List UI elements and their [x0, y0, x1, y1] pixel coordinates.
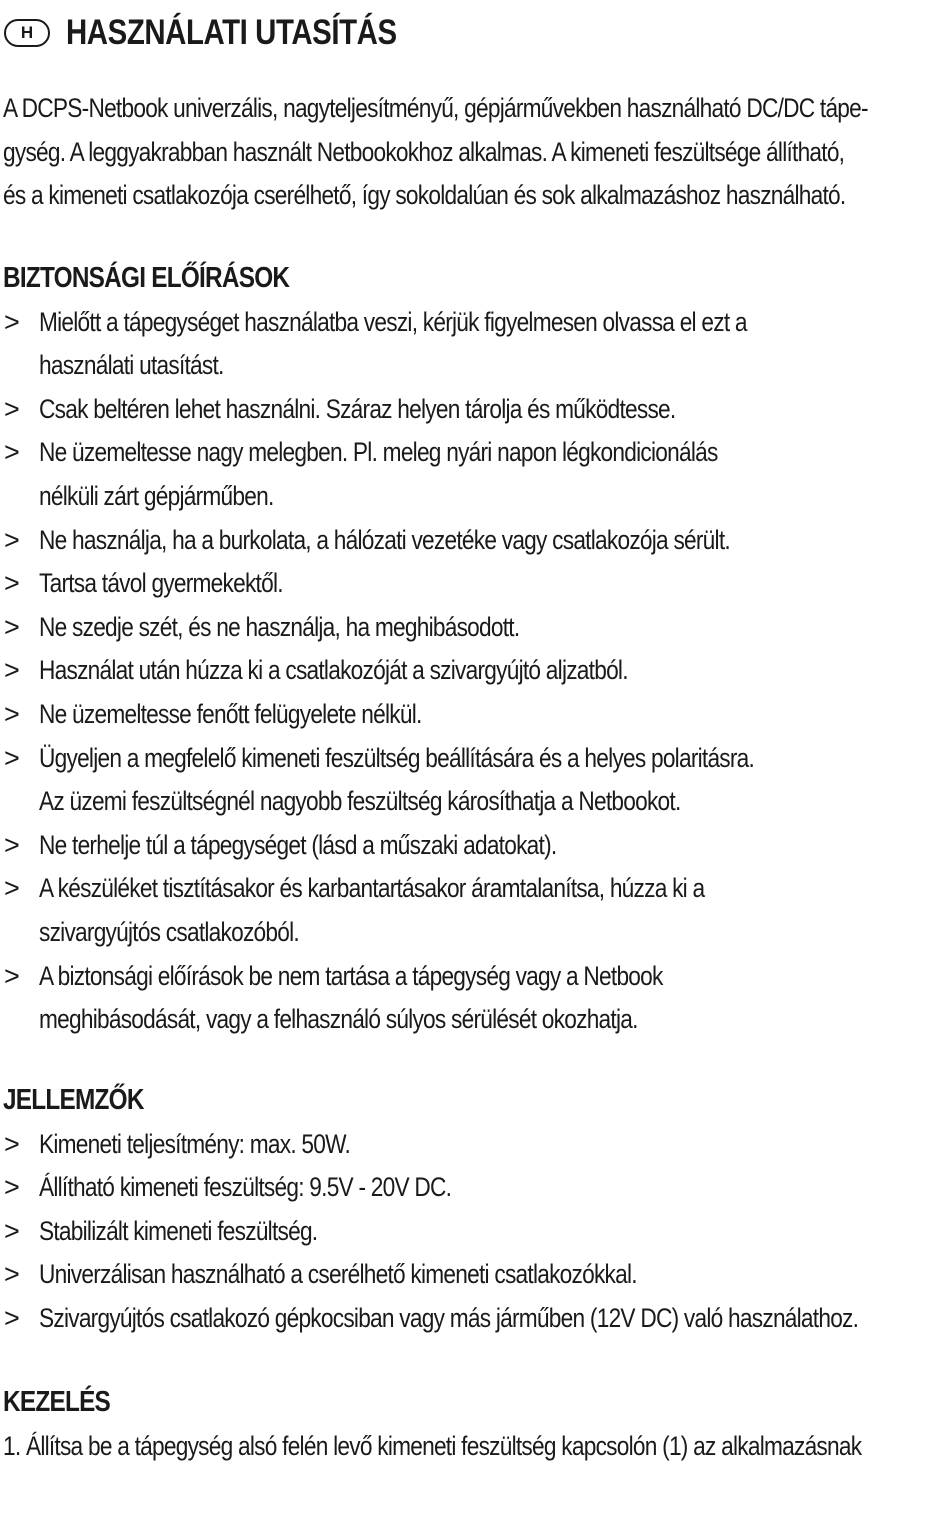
bullet-marker-icon: >	[4, 829, 20, 860]
safety-list-item: Az üzemi feszültségnél nagyobb feszültség károsíthatja a Netbookot.	[39, 786, 681, 817]
bullet-marker-icon: >	[4, 960, 20, 991]
bullet-marker-icon: >	[4, 1128, 20, 1159]
document-title: HASZNÁLATI UTASÍTÁS	[66, 13, 397, 52]
bullet-marker-icon: >	[4, 873, 20, 904]
safety-list-item: Ne szedje szét, és ne használja, ha meghibásodott.	[39, 611, 520, 642]
safety-list-item: Mielőtt a tápegységet használatba veszi, kérjük figyelmesen olvassa el ezt a	[39, 306, 747, 337]
safety-list-item: nélküli zárt gépjárműben.	[39, 481, 274, 511]
safety-list-item: szivargyújtós csatlakozóból.	[39, 917, 299, 947]
document-header	[4, 12, 460, 54]
safety-list-item: használati utasítást.	[39, 350, 224, 381]
intro-paragraph-line: gység. A leggyakrabban használt Netbookokhoz alkalmas. A kimeneti feszültsége állítható,	[3, 136, 845, 167]
safety-list-item: Ne üzemeltesse nagy melegben. Pl. meleg nyári napon légkondicionálás	[39, 437, 718, 468]
section-heading-features: JELLEMZŐK	[3, 1084, 144, 1116]
bullet-marker-icon: >	[4, 1215, 20, 1246]
safety-list-item: Csak beltéren lehet használni. Száraz helyen tárolja és működtesse.	[39, 393, 676, 424]
intro-paragraph-line: és a kimeneti csatlakozója cserélhető, így sokoldalúan és sok alkalmazáshoz használható.	[3, 180, 846, 211]
bullet-marker-icon: >	[4, 699, 20, 729]
bullet-marker-icon: >	[4, 437, 20, 468]
safety-list-item: Ne használja, ha a burkolata, a hálózati vezetéke vagy csatlakozója sérült.	[39, 524, 730, 555]
features-list-item: Kimeneti teljesítmény: max. 50W.	[39, 1128, 351, 1159]
bullet-marker-icon: >	[4, 306, 20, 337]
bullet-marker-icon: >	[4, 1303, 20, 1333]
safety-list-item: meghibásodását, vagy a felhasználó súlyos sérülését okozhatja.	[39, 1004, 638, 1035]
features-list-item: Univerzálisan használható a cserélhető kimeneti csatlakozókkal.	[39, 1259, 637, 1290]
features-list-item: Szivargyújtós csatlakozó gépkocsiban vagy más járműben (12V DC) való használathoz.	[39, 1303, 859, 1333]
bullet-marker-icon: >	[4, 524, 20, 555]
bullet-marker-icon: >	[4, 393, 20, 424]
safety-list-item: Ne terhelje túl a tápegységet (lásd a műszaki adatokat).	[39, 829, 557, 860]
safety-list-item: Ne üzemeltesse fenőtt felügyelete nélkül.	[39, 699, 422, 729]
features-list-item: Állítható kimeneti feszültség: 9.5V - 20V DC.	[39, 1172, 452, 1203]
bullet-marker-icon: >	[4, 1172, 20, 1203]
safety-list-item: Tartsa távol gyermekektől.	[39, 568, 283, 599]
intro-paragraph-line: A DCPS-Netbook univerzális, nagyteljesítményű, gépjárművekben használható DC/DC tápe-	[3, 93, 868, 123]
safety-list-item: A biztonsági előírások be nem tartása a tápegység vagy a Netbook	[39, 960, 663, 991]
bullet-marker-icon: >	[4, 611, 20, 642]
bullet-marker-icon: >	[4, 742, 20, 773]
safety-list-item: A készüléket tisztításakor és karbantartásakor áramtalanítsa, húzza ki a	[39, 873, 705, 904]
safety-list-item: Használat után húzza ki a csatlakozóját a szivargyújtó aljzatból.	[39, 655, 628, 686]
operation-step-line: 1. Állítsa be a tápegység alsó felén levő kimeneti feszültség kapcsolón (1) az alkalmazásnak	[3, 1430, 862, 1461]
features-list-item: Stabilizált kimeneti feszültség.	[39, 1215, 318, 1246]
safety-list-item: Ügyeljen a megfelelő kimeneti feszültség beállítására és a helyes polaritásra.	[39, 742, 755, 773]
section-heading-operation: KEZELÉS	[3, 1386, 111, 1418]
bullet-marker-icon: >	[4, 568, 20, 599]
language-badge-icon: H	[4, 19, 50, 47]
bullet-marker-icon: >	[4, 655, 20, 686]
section-heading-safety: BIZTONSÁGI ELŐÍRÁSOK	[3, 262, 290, 294]
bullet-marker-icon: >	[4, 1259, 20, 1290]
